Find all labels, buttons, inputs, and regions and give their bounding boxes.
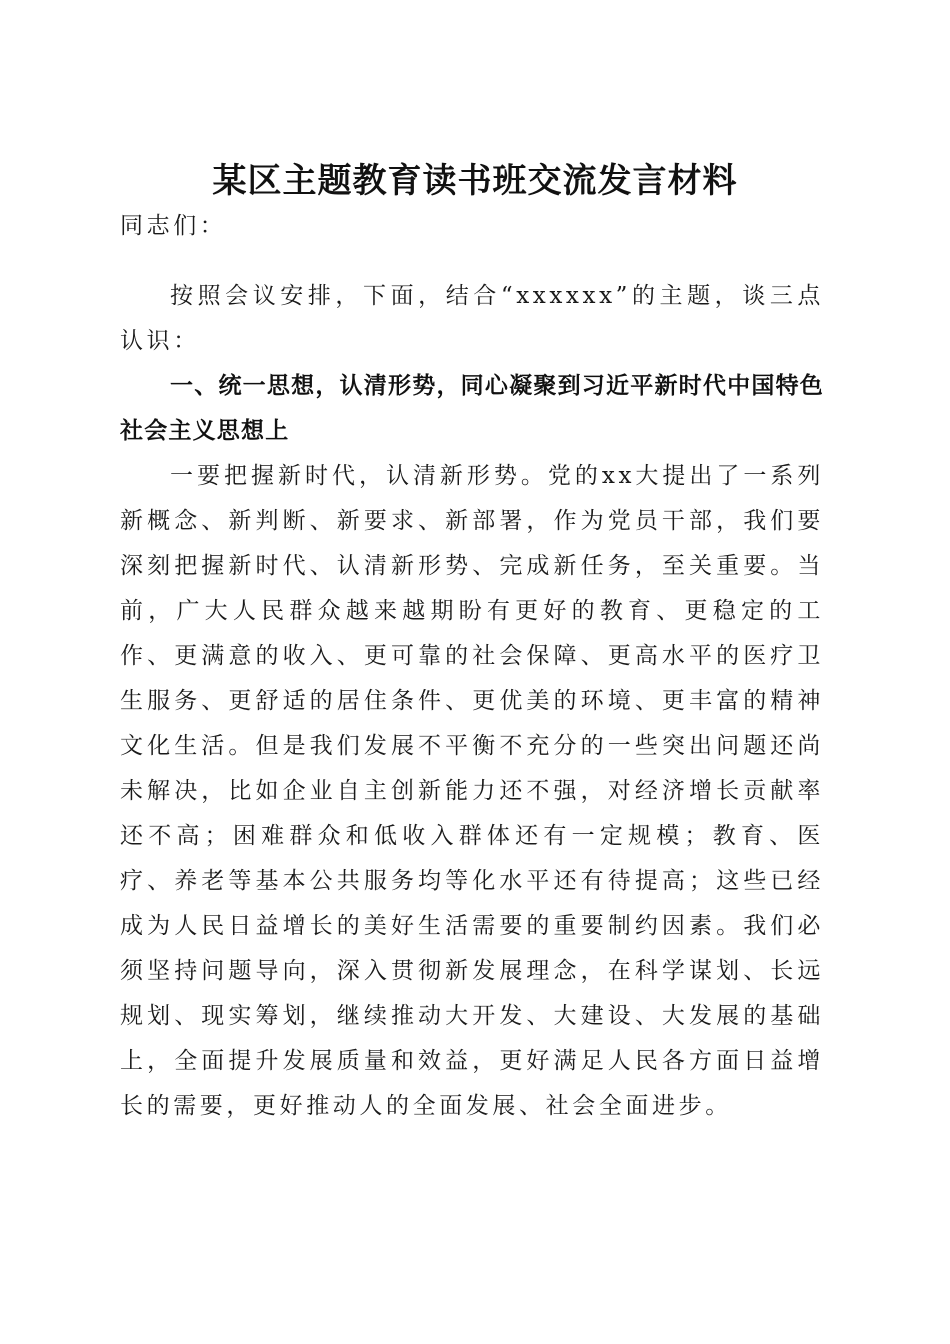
section-heading: 一、统一思想，认清形势，同心凝聚到习近平新时代中国特色社会主义思想上 [120,373,824,444]
document-title: 某区主题教育读书班交流发言材料 [212,160,738,201]
intro-paragraph: 按照会议安排，下面，结合“xxxxxx”的主题，谈三点认识： [120,283,824,354]
salutation: 同志们： [120,213,227,239]
body-paragraph: 一要把握新时代，认清新形势。党的xx大提出了一系列新概念、新判断、新要求、新部署，作为党员干部，我们要深刻把握新时代、认清新形势、完成新任务，至关重要。当前，广大人民群众越来越期盼有更好的教育、更稳定的工作、更满意的收入、更可靠的社会保障、更高水平的医疗卫生服务、更舒适的居住条件、更优美的环境、更丰富的精神文化生活。但是我们发展不平衡不充分的一些突出问题还尚未解决，比如企业自主创新能力还不强，对经济增长贡献率还不高；困难群众和低收入群体还有一定规模；教育、医疗、养老等基本公共服务均等化水平还有待提高；这些已经成为人民日益增长的美好生活需要的重要制约因素。我们必须坚持问题导向，深入贯彻新发展理念，在科学谋划、长远规划、现实筹划，继续推动大开发、大建设、大发展的基础上，全面提升发展质量和效益，更好满足人民各方面日益增长的需要，更好推动人的全面发展、社会全面进步。 [120,463,824,1119]
